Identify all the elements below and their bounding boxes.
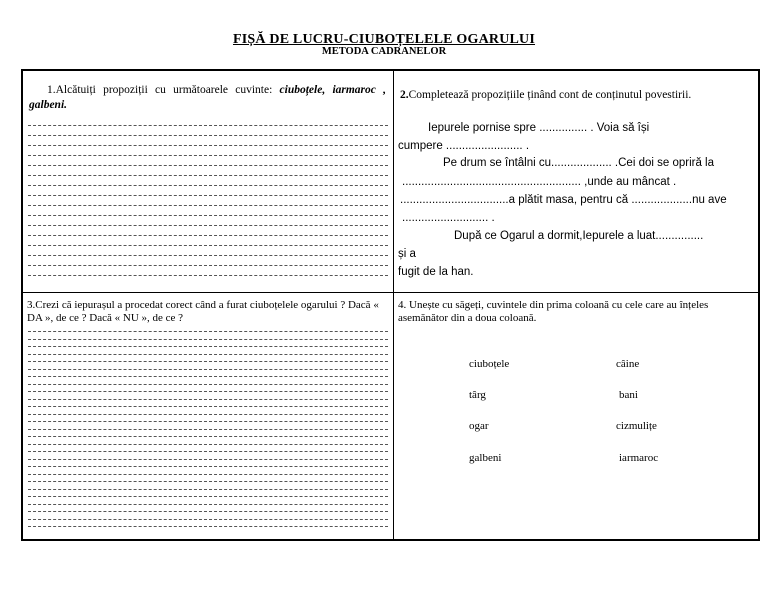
answer-line[interactable] xyxy=(28,185,388,186)
quadrant-4 xyxy=(394,293,758,539)
answer-line[interactable] xyxy=(28,496,388,497)
q2-line-5: ..................................a plătit masa, pentru că ...................nu ave xyxy=(400,194,727,206)
q2-instruction xyxy=(400,89,691,101)
answer-line[interactable] xyxy=(28,369,388,370)
worksheet-subtitle: METODA CADRANELOR xyxy=(321,46,447,57)
answer-line[interactable] xyxy=(28,255,388,256)
quadrant-1 xyxy=(23,71,393,292)
answer-line[interactable] xyxy=(28,406,388,407)
answer-line[interactable] xyxy=(28,429,388,430)
answer-line[interactable] xyxy=(28,195,388,196)
q3-answer-lines[interactable] xyxy=(28,331,388,534)
q3-question: 3.Crezi că iepurașul a procedat corect când a furat ciuboțelele ogarului ? Dacă « DA », de ce ? Dacă « NU », de ce ? xyxy=(27,299,379,324)
right-word-2[interactable]: bani xyxy=(619,389,638,401)
left-word-2[interactable]: târg xyxy=(469,389,486,401)
q2-line-1: Iepurele pornise spre ............... . Voia să își xyxy=(428,122,650,134)
quadrant-2 xyxy=(394,71,758,292)
answer-line[interactable] xyxy=(28,245,388,246)
q2-line-6: ........................... . xyxy=(402,212,495,224)
q4-instruction: 4. Unește cu săgeți, cuvintele din prima coloană cu cele care au înțeles asemănător din a doua coloană. xyxy=(398,299,709,324)
quadrant-3 xyxy=(23,293,393,539)
answer-line[interactable] xyxy=(28,135,388,136)
answer-line[interactable] xyxy=(28,354,388,355)
answer-line[interactable] xyxy=(28,339,388,340)
answer-line[interactable] xyxy=(28,331,388,332)
answer-line[interactable] xyxy=(28,414,388,415)
answer-line[interactable] xyxy=(28,145,388,146)
answer-line[interactable] xyxy=(28,399,388,400)
answer-line[interactable] xyxy=(28,474,388,475)
answer-line[interactable] xyxy=(28,125,388,126)
answer-line[interactable] xyxy=(28,215,388,216)
answer-line[interactable] xyxy=(28,275,388,276)
q2-instruction-text: Completează propozițiile ținând cont de conținutul povestirii. xyxy=(408,89,692,101)
answer-line[interactable] xyxy=(28,265,388,266)
left-word-4[interactable]: galbeni xyxy=(469,452,502,464)
right-word-1[interactable]: câine xyxy=(616,358,640,370)
q2-number: 2. xyxy=(400,89,409,101)
q2-line-2: cumpere ........................ . xyxy=(398,140,530,152)
q2-line-3: Pe drum se întâlni cu................... .Cei doi se opriră la xyxy=(443,157,715,169)
answer-line[interactable] xyxy=(28,511,388,512)
answer-line[interactable] xyxy=(28,376,388,377)
quadrant-grid xyxy=(21,69,760,541)
answer-line[interactable] xyxy=(28,361,388,362)
answer-line[interactable] xyxy=(28,459,388,460)
q1-words: ciuboțele, iarmaroc , galbeni. xyxy=(29,84,386,111)
q1-instruction xyxy=(29,83,386,113)
right-word-3[interactable]: cizmulițe xyxy=(616,420,657,432)
right-word-4[interactable]: iarmaroc xyxy=(619,452,659,464)
answer-line[interactable] xyxy=(28,444,388,445)
left-word-3[interactable]: ogar xyxy=(469,420,489,432)
answer-line[interactable] xyxy=(28,421,388,422)
q2-line-4: ........................................................ ,unde au mâncat . xyxy=(402,176,677,188)
answer-line[interactable] xyxy=(28,504,388,505)
answer-line[interactable] xyxy=(28,436,388,437)
answer-line[interactable] xyxy=(28,451,388,452)
answer-line[interactable] xyxy=(28,519,388,520)
answer-line[interactable] xyxy=(28,155,388,156)
answer-line[interactable] xyxy=(28,384,388,385)
answer-line[interactable] xyxy=(28,175,388,176)
left-word-1[interactable]: ciuboțele xyxy=(469,358,510,370)
answer-line[interactable] xyxy=(28,225,388,226)
q1-prefix: 1.Alcătuiți propoziții cu următoarele cuvinte: xyxy=(47,84,280,96)
q2-line-8: și a xyxy=(398,248,416,260)
q2-line-7: După ce Ogarul a dormit,Iepurele a luat............... xyxy=(454,230,704,242)
answer-line[interactable] xyxy=(28,235,388,236)
answer-line[interactable] xyxy=(28,481,388,482)
answer-line[interactable] xyxy=(28,391,388,392)
answer-line[interactable] xyxy=(28,205,388,206)
worksheet-title: FIȘĂ DE LUCRU-CIUBOȚELELE OGARULUI xyxy=(232,32,536,47)
answer-line[interactable] xyxy=(28,346,388,347)
q1-answer-lines[interactable] xyxy=(28,125,388,285)
answer-line[interactable] xyxy=(28,165,388,166)
answer-line[interactable] xyxy=(28,489,388,490)
q2-line-9: fugit de la han. xyxy=(398,266,474,278)
answer-line[interactable] xyxy=(28,526,388,527)
answer-line[interactable] xyxy=(28,466,388,467)
